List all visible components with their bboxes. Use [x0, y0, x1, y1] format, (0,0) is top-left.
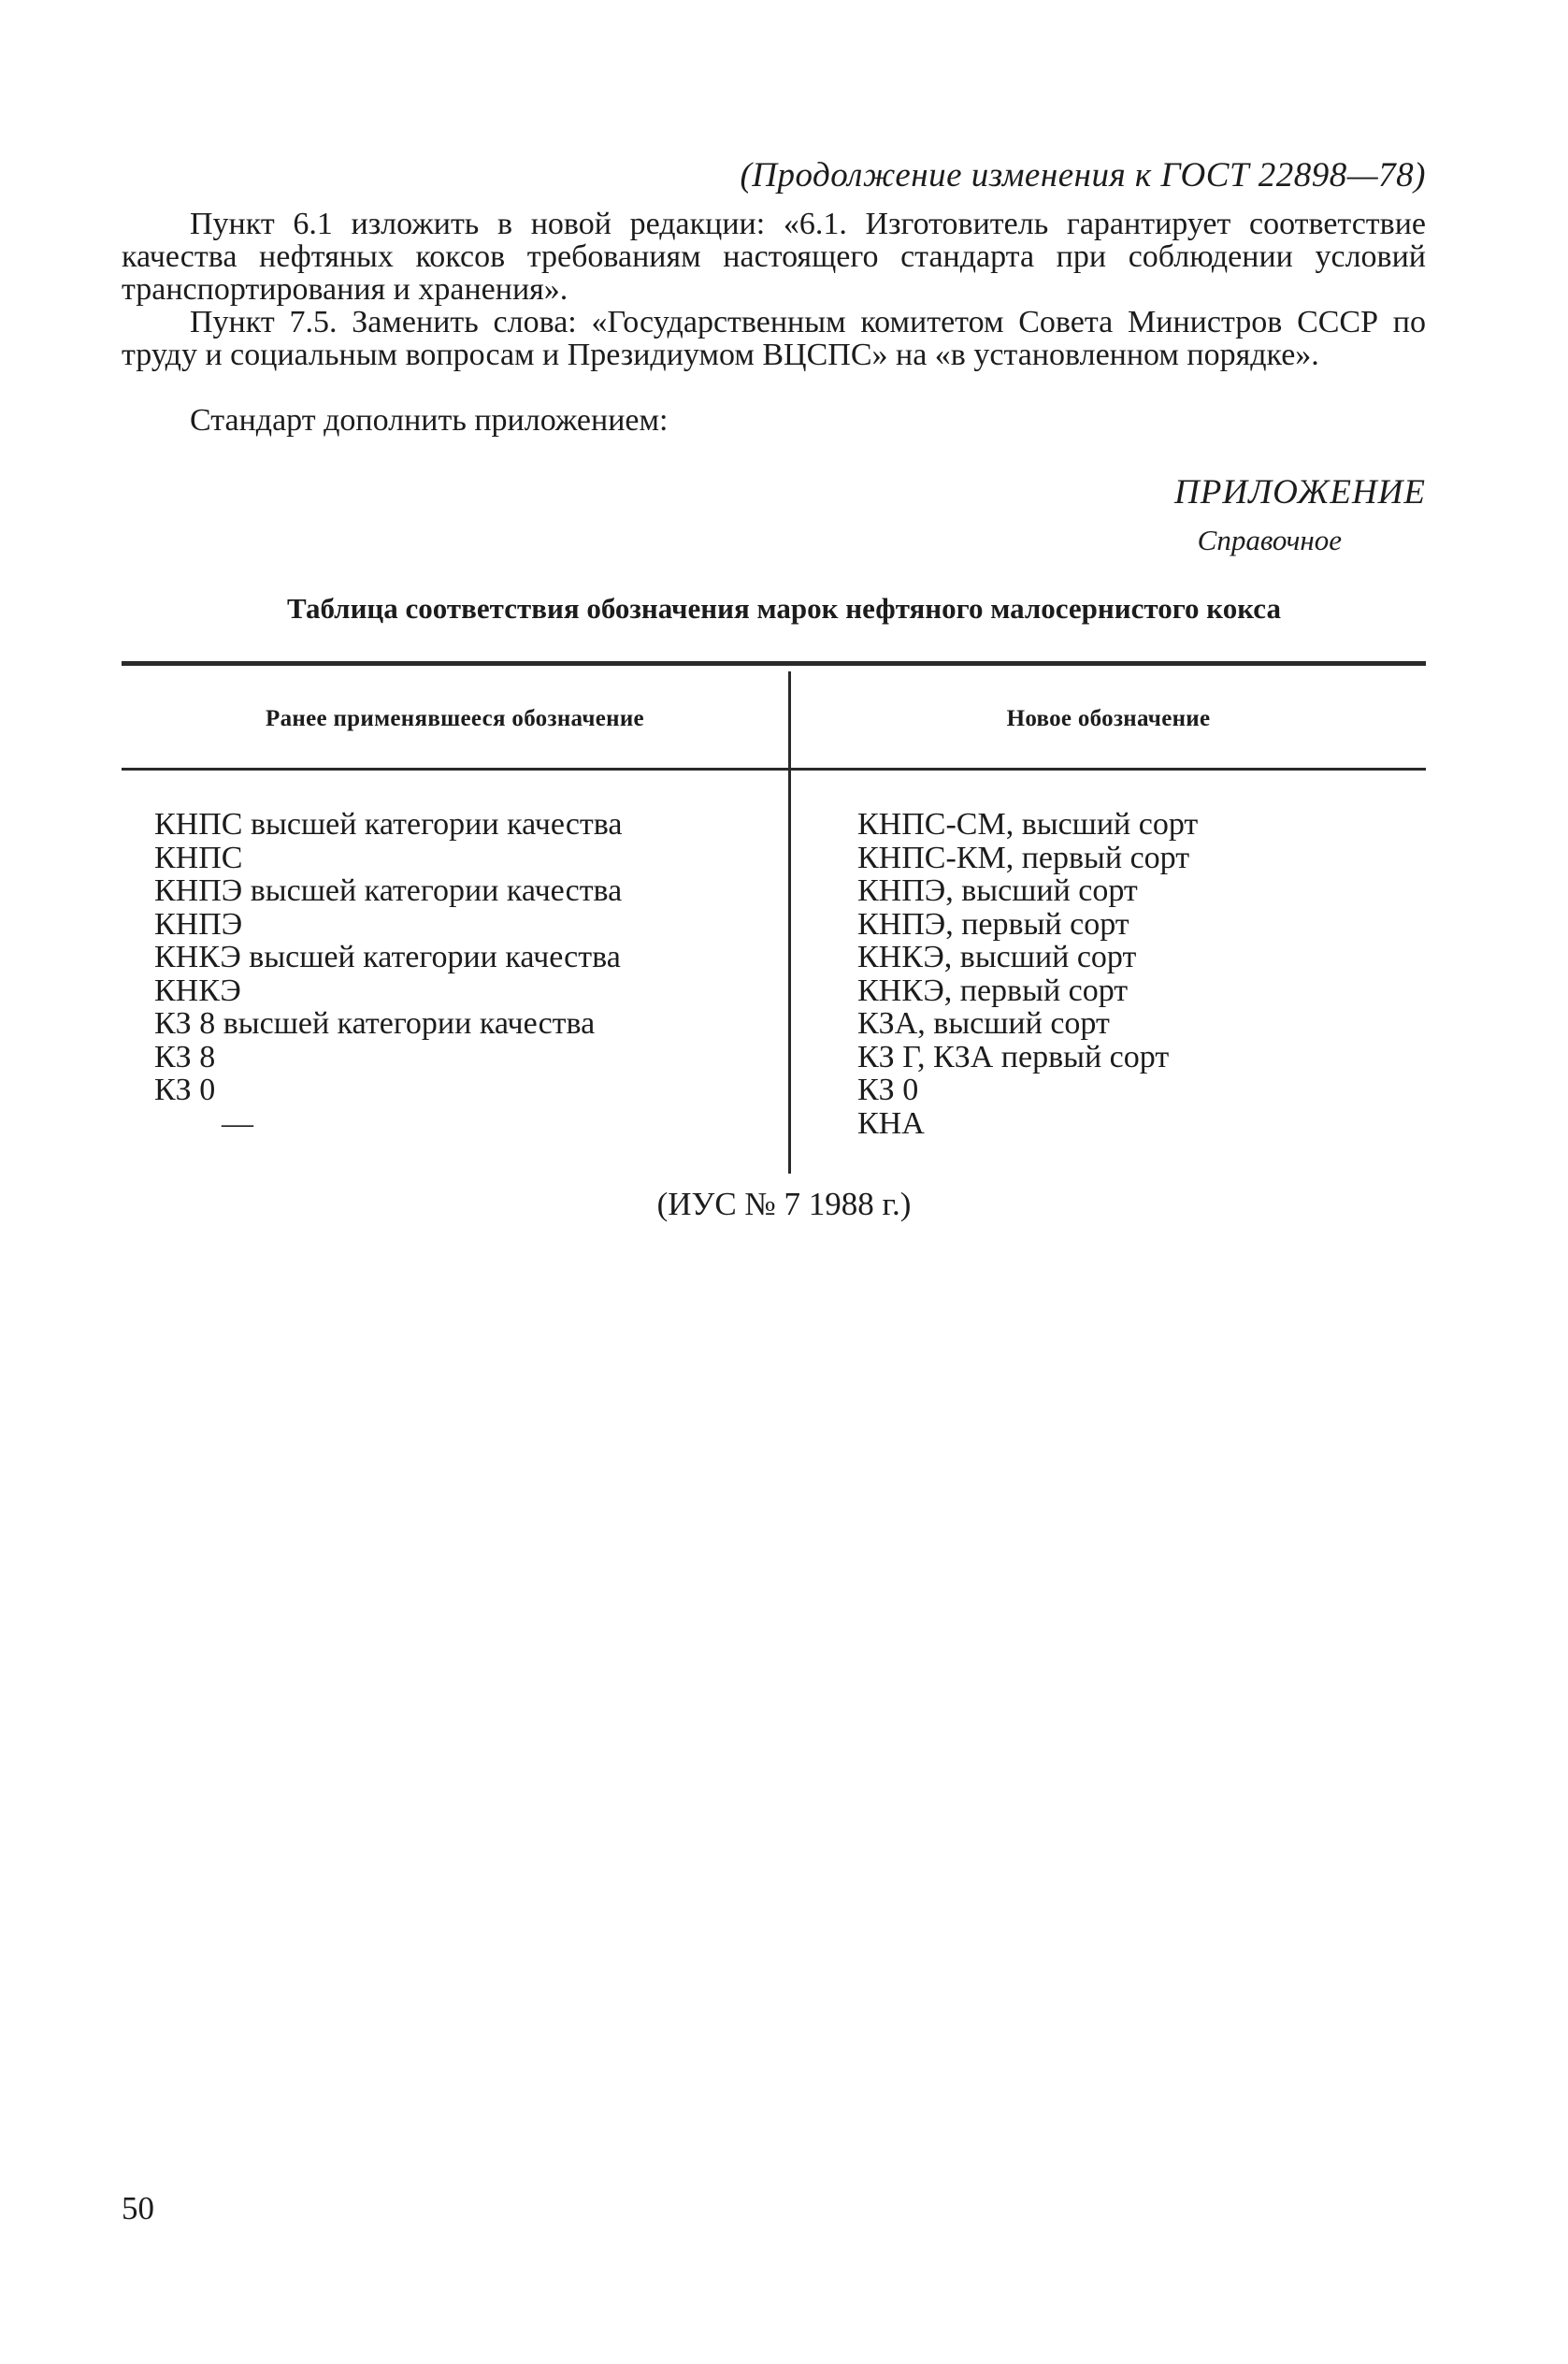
- table-cell: КНКЭ: [154, 973, 241, 1008]
- table-cell: КНКЭ высшей категории качества: [154, 940, 621, 974]
- table-cell: —: [222, 1105, 253, 1141]
- paragraph-text: Стандарт дополнить приложением:: [190, 403, 669, 438]
- header-reference: (Продолжение изменения к ГОСТ 22898—78): [740, 156, 1426, 195]
- table-header-old-designation: Ранее применявшееся обозначение: [266, 706, 644, 731]
- paragraph-text: Пункт 6.1 изложить в новой редакции: «6.1. Изготовитель гарантирует соответствие качества нефтяных коксов требованиям настоящего стандарта при соблюдении условий транспортирования и хранения».: [122, 207, 1426, 307]
- table-top-rule: [122, 661, 1426, 666]
- table-cell: КНПС-КМ, первый сорт: [857, 840, 1190, 875]
- paragraph-item-6-1: [122, 208, 1426, 306]
- table-cell: КНПС: [154, 840, 243, 875]
- table-cell: КНКЭ, высший сорт: [857, 940, 1137, 974]
- table-cell: КНА: [857, 1105, 925, 1141]
- appendix-title: ПРИЛОЖЕНИЕ: [1174, 473, 1426, 512]
- table-cell: КНПЭ, первый сорт: [857, 906, 1129, 942]
- table-cell: КЗ 0: [154, 1073, 216, 1107]
- table-cell: КНПЭ, высший сорт: [857, 873, 1138, 908]
- table-cell: КНПЭ: [154, 906, 243, 942]
- issue-reference: (ИУС № 7 1988 г.): [656, 1186, 912, 1222]
- table-cell: КНПЭ высшей категории качества: [154, 873, 623, 908]
- table-column-new: [857, 808, 1418, 1140]
- table-header-rule: [122, 768, 1426, 771]
- table-cell: КНПС-СМ, высший сорт: [857, 807, 1199, 842]
- page-number: 50: [122, 2190, 154, 2227]
- table-title: Таблица соответствия обозначения марок нефтяного малосернистого кокса: [287, 592, 1281, 625]
- appendix-subtitle: Справочное: [1197, 524, 1342, 556]
- table-cell: КЗ Г, КЗА первый сорт: [857, 1039, 1170, 1074]
- table-cell: КНКЭ, первый сорт: [857, 973, 1129, 1008]
- table-header-new-designation: Новое обозначение: [1006, 706, 1211, 731]
- table-column-old: [154, 808, 771, 1140]
- table-cell: КНПС высшей категории качества: [154, 807, 623, 842]
- table-cell: КЗА, высший сорт: [857, 1006, 1110, 1041]
- paragraph-item-7-5: [122, 306, 1426, 371]
- table-cell: КЗ 8 высшей категории качества: [154, 1006, 596, 1041]
- paragraph-appendix-intro: [122, 404, 1426, 437]
- table-cell: КЗ 0: [857, 1073, 919, 1107]
- table-cell: КЗ 8: [154, 1039, 216, 1074]
- paragraph-text: Пункт 7.5. Заменить слова: «Государственным комитетом Совета Министров СССР по труду и социальным вопросам и Президиумом ВЦСПС» на «в установленном порядке».: [122, 305, 1426, 372]
- table-column-divider: [788, 671, 791, 1174]
